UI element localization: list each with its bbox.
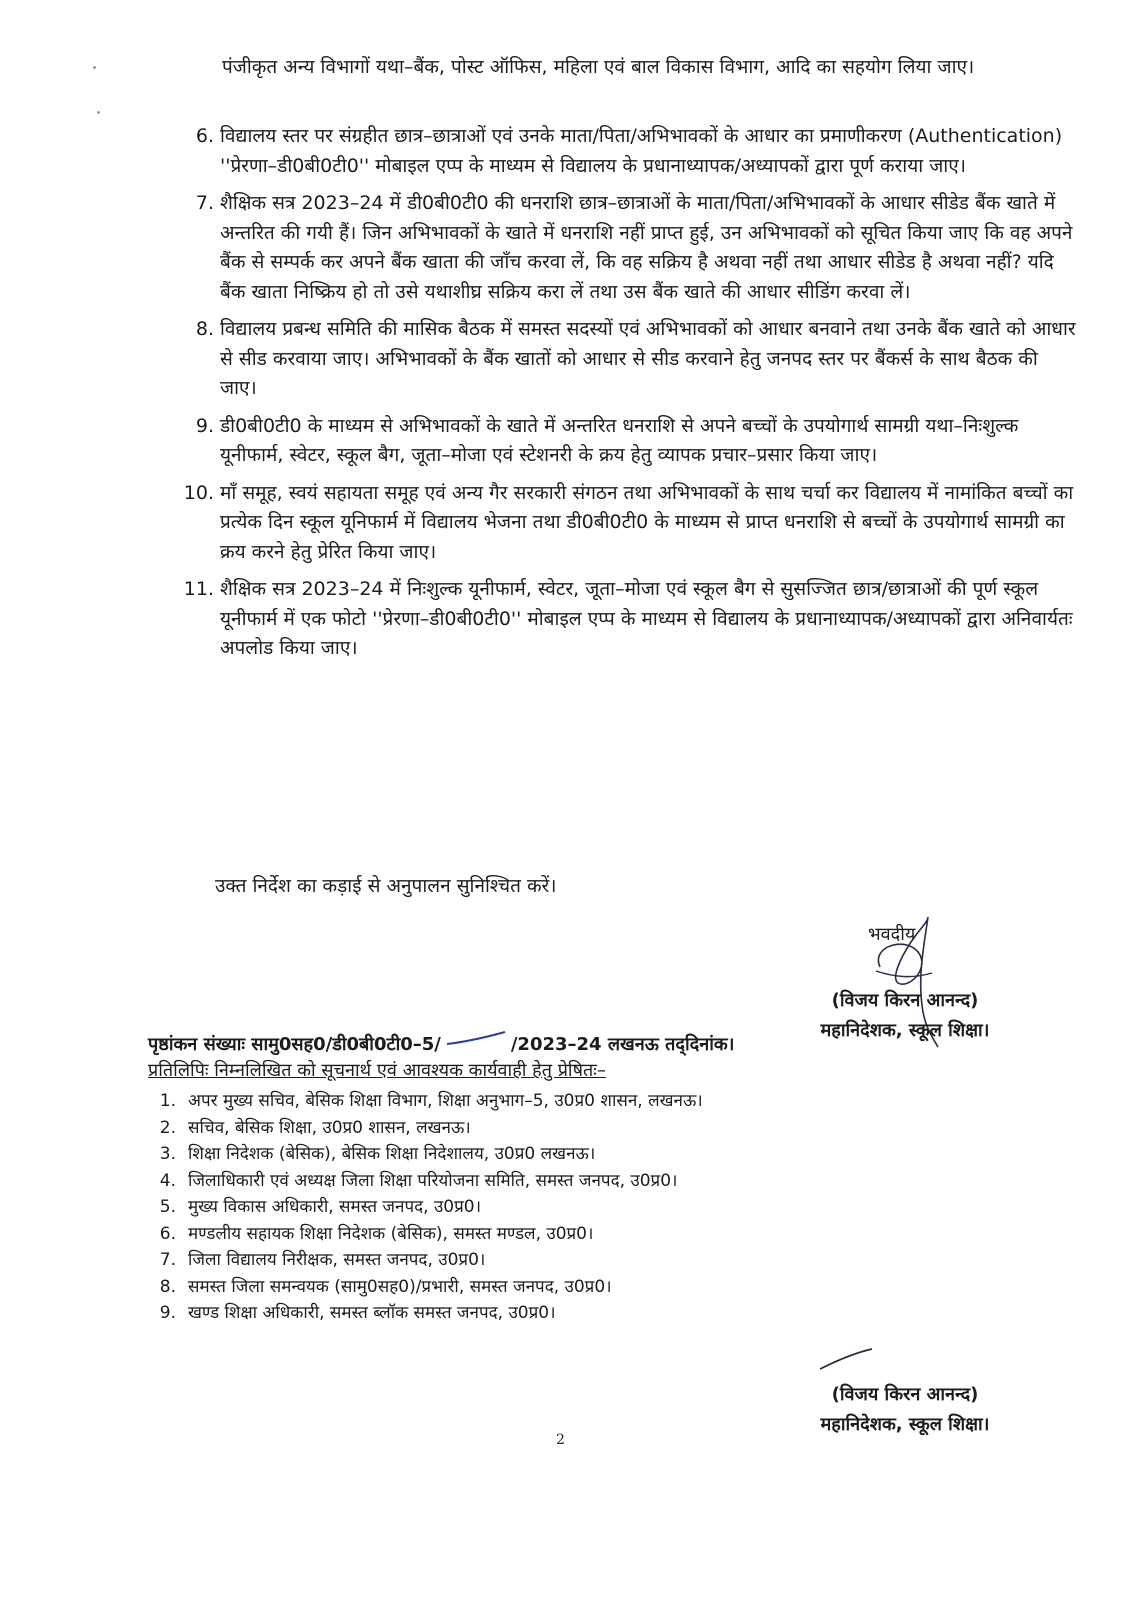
endorsement-number: [148, 1030, 735, 1056]
page-number: 2: [556, 1432, 565, 1448]
list-item: [148, 1194, 703, 1221]
item-number: 7.: [195, 192, 214, 214]
item-text: सचिव, बेसिक शिक्षा, उ0प्र0 शासन, लखनऊ।: [188, 1117, 471, 1138]
list-item: [160, 412, 1078, 471]
list-item: [148, 1300, 703, 1327]
copy-recipient-list: [148, 1088, 703, 1327]
closing-line: उक्त निर्देश का कड़ाई से अनुपालन सुनिश्चित करें।: [215, 875, 557, 897]
item-text: जिलाधिकारी एवं अध्यक्ष जिला शिक्षा परियोजना समिति, समस्त जनपद, उ0प्र0।: [188, 1170, 678, 1191]
initial-signature-mark: [816, 1345, 876, 1375]
item-text: शिक्षा निदेशक (बेसिक), बेसिक शिक्षा निदेशालय, उ0प्र0 लखनऊ।: [188, 1144, 596, 1164]
item-number: 8.: [195, 318, 214, 340]
scan-speck: [97, 111, 100, 114]
yours-faithfully: भवदीय: [868, 924, 916, 945]
list-item: [160, 575, 1078, 664]
copy-heading: प्रतिलिपिः निम्नलिखित को सूचनार्थ एवं आवश्यक कार्यवाही हेतु प्रेषितः–: [148, 1060, 606, 1081]
signatory-designation: महानिदेशक, स्कूल शिक्षा।: [820, 1020, 990, 1041]
item-number: 4.: [159, 1170, 176, 1191]
list-item: [148, 1168, 703, 1195]
item-number: 7.: [159, 1250, 176, 1270]
endorsement-blank: [441, 1030, 511, 1055]
endorsement-prefix: पृष्ठांकन संख्याः सामु0सह0/डी0बी0टी0–5/: [148, 1034, 441, 1055]
item-text: विद्यालय प्रबन्ध समिति की मासिक बैठक में समस्त सदस्यों एवं अभिभावकों को आधार बनवाने तथा उनके बैंक खाते को आधार से सीड करवाया जाए। अभिभावकों के बैंक खातों को आधार से सीड करवाने हेतु जनपद स्तर पर बैंकर्स के साथ बैठक की जाए।: [220, 318, 1076, 399]
pen-stroke-mark: [441, 1030, 511, 1050]
item-text: अपर मुख्य सचिव, बेसिक शिक्षा विभाग, शिक्षा अनुभाग–5, उ0प्र0 शासन, लखनऊ।: [188, 1091, 703, 1111]
list-item: [148, 1274, 703, 1301]
item-text: जिला विद्यालय निरीक्षक, समस्त जनपद, उ0प्र0।: [188, 1250, 486, 1270]
list-item: [160, 189, 1078, 307]
item-number: 9.: [159, 1303, 176, 1323]
item-text: खण्ड शिक्षा अधिकारी, समस्त ब्लॉक समस्त जनपद, उ0प्र0।: [188, 1303, 556, 1323]
list-item: [148, 1115, 703, 1142]
endorsement-suffix: /2023–24 लखनऊ तद्‌दिनांक।: [510, 1034, 735, 1055]
item-number: 8.: [159, 1276, 176, 1297]
list-item: [160, 122, 1078, 181]
item-number: 1.: [159, 1091, 176, 1111]
scan-speck: [93, 66, 96, 69]
item-number: 2.: [159, 1117, 176, 1138]
item-number: 6.: [195, 125, 214, 147]
list-item: [148, 1141, 703, 1168]
signatory-block: [770, 986, 1040, 1046]
continuation-paragraph: पंजीकृत अन्य विभागों यथा–बैंक, पोस्ट ऑफिस, महिला एवं बाल विकास विभाग, आदि का सहयोग लिया जाए।: [222, 56, 975, 78]
signatory-name: (विजय किरन आनन्द): [831, 1384, 979, 1405]
item-text: शैक्षिक सत्र 2023–24 में डी0बी0टी0 की धनराशि छात्र–छात्राओं के माता/पिता/अभिभावकों के आधार सीडेड बैंक खाते में अन्तरित की गयी हैं। जिन अभिभावकों के खाते में धनराशि नहीं प्राप्त हुई, उन अभिभावकों को सूचित किया जाए कि वह अपने बैंक से सम्पर्क कर अपने बैंक खाता की जाँच करवा लें, कि वह सक्रिय है अथवा नहीं तथा आधार सीडेड है अथवा नहीं? यदि बैंक खाता निष्क्रिय हो तो उसे यथाशीघ्र सक्रिय करा लें तथा उस बैंक खाते की आधार सीडिंग करवा लें।: [220, 192, 1073, 303]
item-number: 6.: [159, 1223, 176, 1244]
item-number: 5.: [159, 1197, 176, 1217]
item-number: 10.: [183, 481, 214, 504]
item-text: मुख्य विकास अधिकारी, समस्त जनपद, उ0प्र0।: [188, 1197, 482, 1217]
list-item: [160, 479, 1078, 568]
item-text: शैक्षिक सत्र 2023–24 में निःशुल्क यूनीफार्म, स्वेटर, जूता–मोजा एवं स्कूल बैग से सुसज्जित छात्र/छात्राओं की पूर्ण स्कूल यूनीफार्म में एक फोटो ''प्रेरणा–डी0बी0टी0'' मोबाइल एप्प के माध्यम से विद्यालय के प्रधानाध्यापक/अध्यापकों द्वारा अनिवार्यतः अपलोड किया जाए।: [220, 578, 1073, 659]
item-number: 9.: [195, 414, 214, 437]
signatory-name: (विजय किरन आनन्द): [831, 990, 979, 1011]
signatory-block-copy: [770, 1380, 1040, 1440]
item-text: मण्डलीय सहायक शिक्षा निदेशक (बेसिक), समस्त मण्डल, उ0प्र0।: [188, 1223, 594, 1244]
list-item: [148, 1247, 703, 1274]
item-number: 3.: [159, 1144, 176, 1164]
item-text: माँ समूह, स्वयं सहायता समूह एवं अन्य गैर सरकारी संगठन तथा अभिभावकों के साथ चर्चा कर विद्यालय में नामांकित बच्चों का प्रत्येक दिन स्कूल यूनिफार्म में विद्यालय भेजना तथा डी0बी0टी0 के माध्यम से प्राप्त धनराशि से बच्चों के उपयोगार्थ सामग्री का क्रय करने हेतु प्रेरित किया जाए।: [220, 481, 1074, 563]
item-number: 11.: [183, 578, 214, 600]
instruction-list: [160, 122, 1078, 672]
item-text: डी0बी0टी0 के माध्यम से अभिभावकों के खाते में अन्तरित धनराशि से अपने बच्चों के उपयोगार्थ सामग्री यथा–निःशुल्क यूनीफार्म, स्वेटर, स्कूल बैग, जूता–मोजा एवं स्टेशनरी के क्रय हेतु व्यापक प्रचार–प्रसार किया जाए।: [220, 414, 1019, 466]
list-item: [148, 1088, 703, 1115]
item-text: विद्यालय स्तर पर संग्रहीत छात्र–छात्राओं एवं उनके माता/पिता/अभिभावकों के आधार का प्रमाणीकरण (Authentication) ''प्रेरणा–डी0बी0टी0'' मोबाइल एप्प के माध्यम से विद्यालय के प्रधानाध्यापक/अध्यापकों द्वारा पूर्ण कराया जाए।: [220, 125, 1063, 177]
list-item: [148, 1221, 703, 1248]
signatory-designation: महानिदेशक, स्कूल शिक्षा।: [820, 1414, 990, 1435]
list-item: [160, 315, 1078, 404]
item-text: समस्त जिला समन्वयक (सामु0सह0)/प्रभारी, समस्त जनपद, उ0प्र0।: [188, 1276, 612, 1297]
